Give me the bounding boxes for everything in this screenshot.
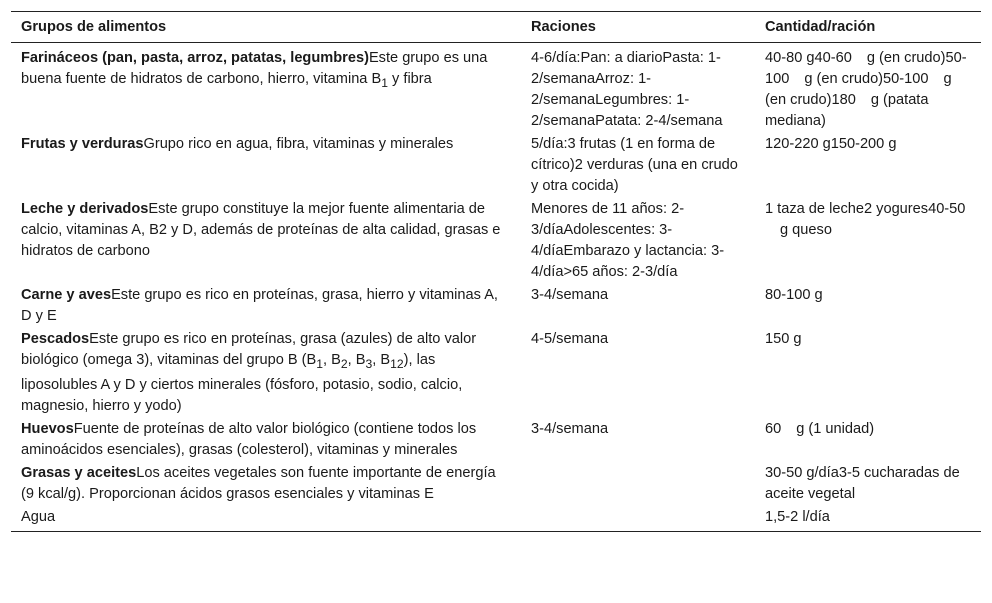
rations-cell: [521, 506, 755, 532]
group-cell: [11, 284, 521, 328]
group-description: Grupo rico en agua, fibra, vitaminas y minerales: [143, 136, 454, 152]
amount-part: g (en crudo)50-100: [804, 71, 929, 87]
group-name: Huevos: [21, 420, 74, 437]
rations-cell: 3-4/semana: [531, 287, 609, 303]
group-name: Farináceos (pan, pasta, arroz, patatas, legumbres): [21, 50, 369, 66]
table-row: [11, 198, 981, 284]
group-cell: [11, 418, 521, 462]
food-groups-table-container: [11, 11, 981, 532]
subscript: 12: [390, 356, 404, 371]
group-cell: [11, 506, 521, 532]
amount-cell: 30-50 g/día3-5 cucharadas de aceite vegetal: [765, 464, 960, 502]
food-groups-table: [11, 11, 981, 532]
amount-part: g (1 unidad): [796, 420, 875, 437]
header-rations: Raciones: [521, 12, 755, 43]
rations-cell: 4-5/semana: [531, 331, 609, 347]
group-name: Frutas y verduras: [21, 136, 144, 152]
amount-part: g queso: [780, 222, 832, 238]
amount-part: g (en crudo)180: [765, 71, 952, 108]
group-description: Este grupo es rico en proteínas, grasa (azules) de alto valor biológico (omega 3), vitaminas del grupo B (B: [21, 331, 477, 368]
group-description-end: ), las liposolubles A y D y ciertos minerales (fósforo, potasio, sodio, calcio, magnesio, hierro y yodo): [21, 352, 463, 414]
group-cell: [11, 328, 521, 418]
group-name: Leche y derivados: [21, 201, 149, 217]
amount-cell: 80-100 g: [765, 287, 823, 303]
amount-part: 60: [765, 420, 782, 437]
group-cell: [11, 133, 521, 198]
table-row: [11, 418, 981, 462]
header-group: Grupos de alimentos: [11, 12, 521, 43]
group-name: Carne y aves: [21, 287, 112, 303]
group-description: Este grupo es una buena fuente de hidratos de carbono, hierro, vitamina B: [21, 50, 488, 87]
subscript: 2: [340, 356, 348, 371]
rations-cell: [521, 462, 755, 506]
group-cell: [11, 43, 521, 134]
separator: , B: [347, 352, 366, 368]
table-row: [11, 462, 981, 506]
group-cell: [11, 198, 521, 284]
amount-cell: [755, 43, 981, 134]
amount-part: g (en crudo)50-100: [765, 50, 967, 87]
amount-cell: 1,5-2 l/día: [755, 506, 981, 532]
rations-cell: Menores de 11 años: 2-3/díaAdolescentes: 3-4/díaEmbarazo y lactancia: 3-4/día>65 años: 2-3/día: [531, 201, 725, 280]
group-cell: [11, 462, 521, 506]
amount-cell: 150 g: [765, 331, 802, 347]
rations-cell: 5/día:3 frutas (1 en forma de cítrico)2 verduras (una en crudo y otra cocida): [531, 136, 738, 194]
separator: , B: [323, 352, 341, 368]
group-name: Grasas y aceites: [21, 464, 137, 481]
group-description-end: y fibra: [387, 71, 432, 87]
rations-cell: 4-6/día:Pan: a diarioPasta: 1-2/semanaArroz: 1-2/semanaLegumbres: 1-2/semanaPatata: 2-4/semana: [531, 50, 723, 129]
separator: , B: [372, 352, 391, 368]
subscript: 1: [316, 356, 324, 371]
table-row: [11, 43, 981, 134]
subscript: 1: [381, 75, 388, 90]
group-name: Pescados: [21, 331, 90, 347]
rations-cell: 3-4/semana: [531, 420, 609, 437]
header-amount: Cantidad/ración: [755, 12, 981, 43]
amount-part: g (patata mediana): [765, 92, 929, 129]
subscript: 3: [365, 356, 373, 371]
group-description: Este grupo constituye la mejor fuente alimentaria de calcio, vitaminas A, B2 y D, además de proteínas de alta calidad, grasas e hidratos de carbono: [21, 201, 501, 259]
group-description: Este grupo es rico en proteínas, grasa, hierro y vitaminas A, D y E: [21, 287, 498, 324]
table-row: [11, 506, 981, 532]
group-name: Agua: [21, 508, 56, 525]
table-row: [11, 133, 981, 198]
table-row: [11, 328, 981, 418]
amount-part: 40-80 g40-60: [765, 50, 852, 66]
table-row: [11, 284, 981, 328]
table-header-row: [11, 12, 981, 43]
group-description: Los aceites vegetales son fuente importante de energía (9 kcal/g). Proporcionan ácidos grasos esenciales y vitaminas E: [21, 464, 496, 502]
amount-cell: 120-220 g150-200 g: [765, 136, 897, 152]
amount-cell: [755, 198, 981, 284]
amount-part: 1 taza de leche2 yogures40-50: [765, 201, 966, 217]
amount-cell: [755, 418, 981, 462]
group-description: Fuente de proteínas de alto valor biológico (contiene todos los aminoácidos esenciales), grasas (colesterol), vitaminas y minerales: [21, 420, 477, 458]
